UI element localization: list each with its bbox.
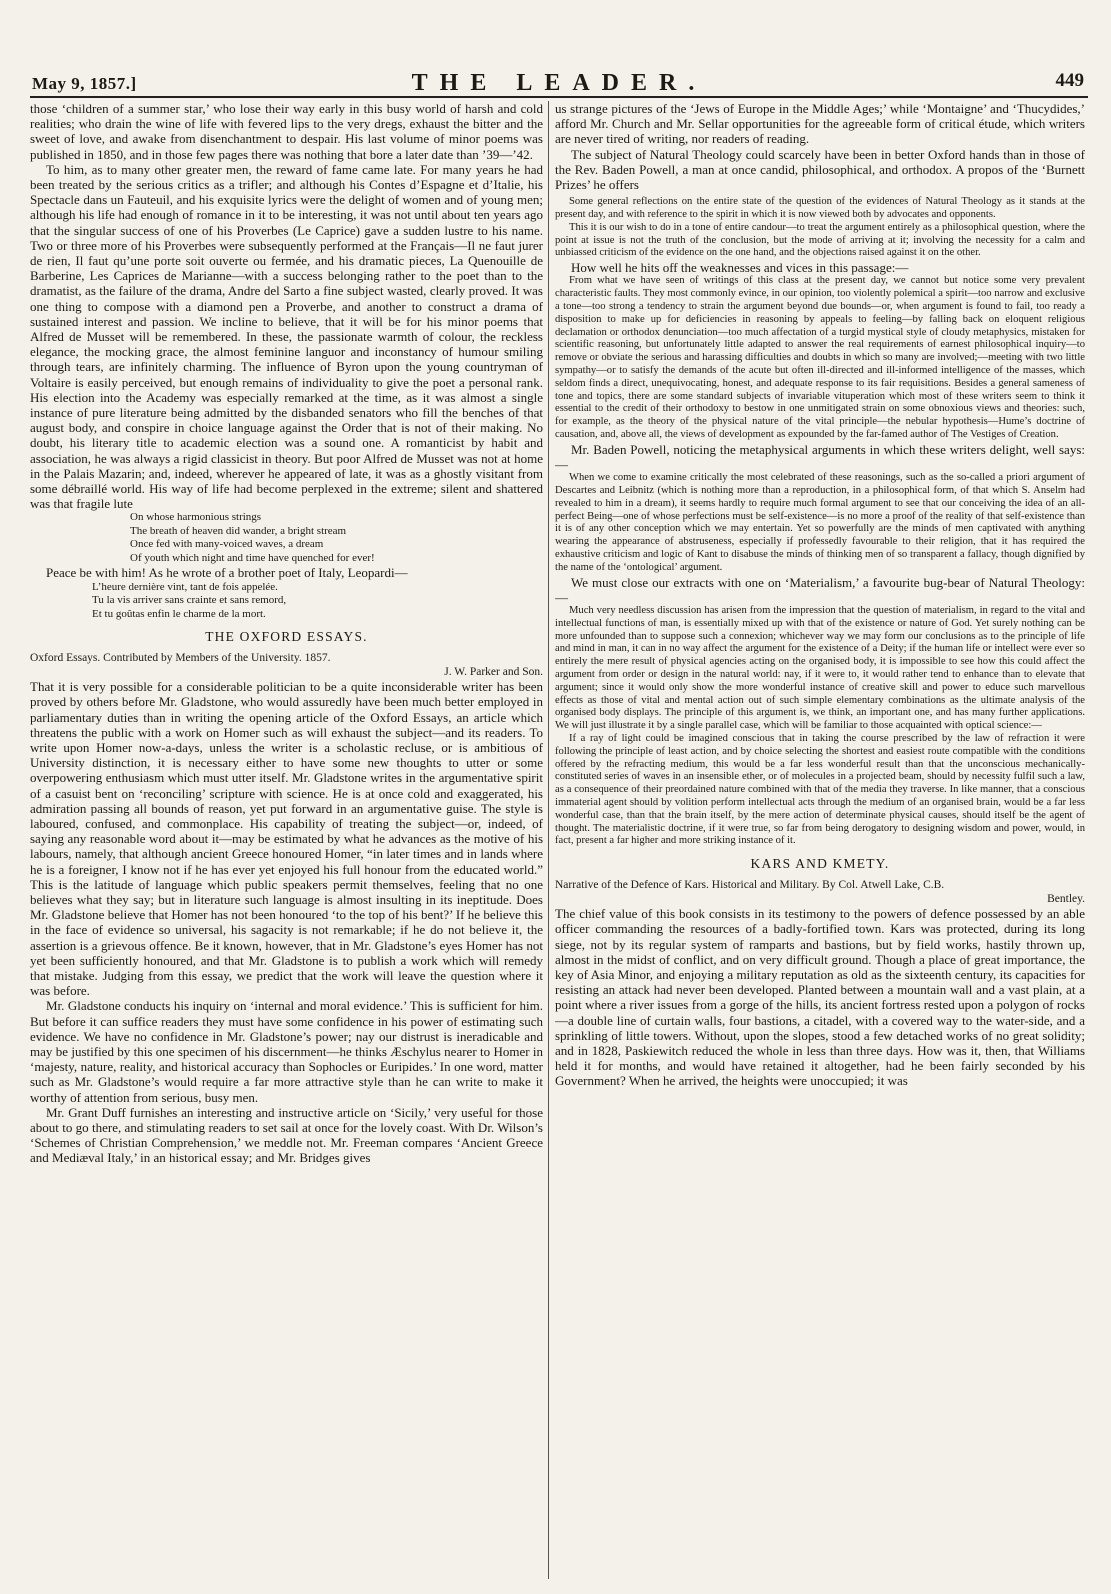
poem-line: L’heure dernière vint, tant de fois appelée.: [92, 580, 278, 593]
oxford-paragraph-5: The subject of Natural Theology could scarcely have been in better Oxford hands than in those of the Rev. Baden Powell, a man at once candid, philosophical, and orthodox. A propos of the ‘Burnett Prizes’ he offers: [555, 146, 1085, 193]
extract: When we come to examine critically the most celebrated of these reasonings, such as the so-called a priori argument of Descartes and Leibnitz (which is nothing more than a reproduction, in a philosophical form, of that which S. Anselm had revealed to him in a dream), it seems hardly to require much formal argument to see that our conceiving the idea of an all-perfect Being—one of whose perfections must be self-existence—is no more a proof of the reality of that self-existence than it is of any other conception which we may entertain. Yet so powerfully are the minds of men captivated with anything wearing the appearance of abstruseness, especially if professedly favourable to their religion, that it has required the exhaustive criticism and logic of Kant to disabuse the minds of thinking men of so transparent a fallacy, though dignified by the name of the ‘ontological’ argument.: [555, 472, 1085, 573]
poem-line: On whose harmonious strings: [130, 511, 262, 524]
kars-heading: KARS AND KMETY.: [750, 856, 890, 872]
page-number: 449: [1055, 70, 1084, 91]
oxford-paragraph-2: Mr. Gladstone conducts his inquiry on ‘internal and moral evidence.’ This is sufficient for him. But before it can suffice readers they must have some confidence in his power of estimating such evidence. We have no confidence in Mr. Gladstone’s power; nay our distrust is ineradicable and may be justified by this one specimen of his discernment—he thinks Æschylus nearer to Homer in ‘majesty, nature, reality, and historical accuracy than Sophocles or Euripides.’ In one word, matter such as Mr. Gladstone’s would require a far more attractive style than he can write to make it worthy of attention from serious, busy men.: [30, 998, 543, 1105]
issue-date: May 9, 1857.]: [32, 74, 137, 93]
shelley-quote: [30, 511, 543, 565]
kars-citation: Narrative of the Defence of Kars. Historical and Military. By Col. Atwell Lake, C.B.: [555, 879, 945, 892]
musset-paragraph-1: those ‘children of a summer star,’ who lose their way early in this busy world of harsh and cold realities; who drain the wine of life with fevered lips to the very dregs, exhaust the bitter and the sweet of love, and awake from disenchantment to despair. His last volume of minor poems was published in 1850, and in those few pages there was nothing that bore a later date than ’39—’42.: [30, 101, 543, 162]
leopardi-quote: [30, 581, 543, 622]
musset-paragraph-2: To him, as to many other greater men, the reward of fame came late. For many years he had been treated by the serious critics as a trifler; and although his Contes d’Espagne et d’Italie, his Spectacle dans un Fauteuil, and his exquisite lyrics were the delight of women and of young men; although his life had enough of romance in it to be interesting, it was not until about ten years ago that the singular success of one of his Proverbes (Le Caprice) gave a sudden lustre to his name. Two or three more of his Proverbes were subsequently performed at the Français—Il ne faut jurer de rien, Il faut qu’une porte soit ouverte ou fermée, and his dramatic pieces, La Quenouille de Barberine, Les Caprices de Marianne—with a success belonging rather to the poet than to the dramatist, as the failure of the drama, Andre del Sarto a fine subject wasted, clearly proved. It was one thing to compose with a diamond pen a Proverbe, and another to construct a drama of sustained interest and passion. We incline to believe, that it will be for his minor poems that Alfred de Musset will be remembered. In these, the passionate warmth of colour, the reckless elegance, the mocking grace, the almost feminine languor and inconstancy of humour smiling through tears, are infinitely charming. The influence of Byron upon the young countryman of Voltaire is easily perceived, but enough remains of individuality to give the poet a personal rank. His election into the Academy was especially remarked at the time, as it was almost a single instance of pure literature being admitted by the disbanded senators who fill the benches of that august body, and conspire in choice language against the Order that is not of their making. No doubt, his literary title to academic election was a sound one. A romanticist by habit and association, he was always a rigid classicist in theory. But poor Alfred de Musset was not at home in the Palais Mazarin; and, indeed, wherever he appeared of late, it was as a ghostly visitant from some débraillé world. His way of life had become perplexed in the extreme; silent and shattered was that fragile lute: [30, 161, 543, 512]
oxford-paragraph-8: We must close our extracts with one on ‘Materialism,’ a favourite bug-bear of Natural Theology:—: [555, 574, 1085, 605]
poem-line: Once fed with many-voiced waves, a dream: [130, 538, 324, 551]
poem-line: Et tu goûtas enfin le charme de la mort.: [92, 607, 266, 620]
oxford-paragraph-6: How well he hits off the weaknesses and vices in this passage:—: [571, 260, 909, 276]
oxford-paragraph-1: That it is very possible for a considerable politician to be a quite inconsiderable writer has been proved by others before Mr. Gladstone, who would assuredly have been much better employed in parliamentary duties than in writing the opening article of the Oxford Essays, an article which threatens the public with a work on Homer such as will exhaust the subject—and its readers. To write upon Homer now-a-days, unless the writer is a scholastic recluse, or is ambitious of University distinction, it is necessary either to have some new thoughts to utter or some overpowering enthusiasm which must utter itself. Mr. Gladstone writes in the argumentative spirit of a casuist bent on ‘reconciling’ scripture with science. He is at once cold and exaggerated, his admiration passing all bounds of reason, yet put forward in an argumentative guise. The style is laboured, confused, and commonplace. His capability of treating the subject—or, indeed, of saying any reasonable word about it—may be estimated by what he advances as the motive of his labours, namely, that although ancient Greece honoured Homer, “in later times and in lands where he is a foreigner, I know not if he has ever yet enjoyed his full honour from the educated world.” This is the latitude of language which public speakers permit themselves, feeling that no one believes what they say; but in literature such language is almost insulting in its ineptitude. Does Mr. Gladstone believe that Homer has not been honoured ‘to the top of his bent?’ If he believe this in the face of evidence so universal, his sagacity is not remarkable; if he do not believe it, the assertion is a grievous offence. Be it known, however, that in Mr. Gladstone’s eyes Homer has not yet been sufficiently honoured, and that Mr. Gladstone is to publish a work which will remedy that mistake. Judging from this essay, we predict that the work will leave the question where it was before.: [30, 679, 543, 999]
poem-line: Tu la vis arriver sans crainte et sans remord,: [92, 594, 287, 607]
poem-line: The breath of heaven did wander, a bright stream: [130, 524, 347, 537]
kars-publisher: Bentley.: [1047, 893, 1085, 906]
extract: Much very needless discussion has arisen from the impression that the question of materialism, in regard to the vital and intellectual functions of man, is essentially mixed up with that of the existence or nature of God. Yet surely nothing can be more unfounded than to suppose such a connexion; whichever way we may form our conclusions as to the principle of life and mind in man, it can in no way affect the argument for the existence of a Deity; if the human life or intellect were ever so entirely the mere result of physical agencies acting on the organised body, it is impossible to see how this could affect the argument from order or design in the natural world: nay, if it were to, it would rather tend to enhance than to elevate that argument; since it would only show the more wonderful instance of creative skill and power to educe such marvellous effects as those of vital and mental action out of such simple elementary combinations as the ultimate analysis of the organised body displays. The principle of this argument is, we think, an important one, and has many further applications. We will just illustrate it by a single parallel case, which will be familiar to those acquainted with optical science:—: [555, 604, 1085, 732]
oxford-paragraph-4: us strange pictures of the ‘Jews of Europe in the Middle Ages;’ while ‘Montaigne’ and ‘Thucydides,’ afford Mr. Church and Mr. Sellar opportunities for the agreeable form of critical étude, which writers are never tired of writing, nor readers of reading.: [555, 101, 1085, 147]
oxford-paragraph-7: Mr. Baden Powell, noticing the metaphysical arguments in which these writers delight, well says:—: [555, 441, 1085, 472]
extract: From what we have seen of writings of this class at the present day, we cannot but notice some very prevalent characteristic faults. They most commonly evince, in our opinion, too violently polemical a spirit—too narrow and exclusive a tone—too strong a tendency to strain the argument beyond due bounds—or, when argument is found to fail, too ready a disposition to make up for deficiencies in reasoning by appeals to feeling—by falling back on eloquent religious declamation or orthodox denunciation—too much affectation of a turgid mystical style of cloudy metaphysics, mistaken for scientific reasoning, but unfortunately little adapted to answer the real requirements of earnest philosophical inquiry—to remove or obviate the serious and harassing difficulties and doubts in which so many are involved;—meeting with two little sympathy—or to satisfy the demands of the acute but often ill-directed and ill-informed intelligence of the masses, which seldom finds a direct, unequivocating, honest, and adequate response to its fair requisitions. Besides a general sameness of tone and topics, there are some standard subjects of invariable vituperation which most of these writers seem to think it essential to the credit of their orthodoxy to bestow in one unmitigated strain on some obnoxious views and theories: such, for example, as the theory of the physical nature of the vital principle—the nebular hypothesis—Hume’s doctrine of causation, and, above all, the views of development as expounded by the far-famed author of The Vestiges of Creation.: [555, 275, 1085, 440]
extract: This it is our wish to do in a tone of entire candour—to treat the argument entirely as a philosophical question, where the point at issue is not the truth of the conclusion, but the mode of arriving at it; involving the necessity for a calm and unbiassed criticism of the evidence on the one hand, and the objections raised against it on the other.: [555, 221, 1085, 259]
kars-paragraph-1: The chief value of this book consists in its testimony to the powers of defence possessed by an able officer commanding the resources of a badly-fortified town. Kars was protected, during its long siege, not by its regular system of ramparts and bastions, but by field works, hastily thrown up, almost in the midst of conflict, and on very difficult ground. Though a place of great importance, the key of Asia Minor, and enjoying a military reputation as old as the sixteenth century, its capacities for resisting an attack had never been developed. Planted between a mountain wall and a vast plain, at a point where a river issues from a gorge of the hills, its ancient fortress rested upon a polygon of rocks—a double line of curtain walls, four bastions, a citadel, with a covered way to the water-side, and a sprinkling of little towers. Without, upon the slopes, stood a few detached works of no great solidity; and in 1828, Paskiewitch reduced the whole in less than three days. How was it, then, that Williams held it for months, and would have retained it altogether, had he been fairly seconded by his Government? When he arrived, the heights were unoccupied; it was: [555, 906, 1085, 1089]
oxford-essays-publisher: J. W. Parker and Son.: [444, 666, 543, 679]
oxford-essays-heading: THE OXFORD ESSAYS.: [205, 629, 368, 645]
left-column: [30, 101, 543, 1579]
oxford-essays-citation: Oxford Essays. Contributed by Members of the University. 1857.: [30, 652, 331, 665]
oxford-paragraph-3: Mr. Grant Duff furnishes an interesting and instructive article on ‘Sicily,’ very useful for those about to go there, and stimulating readers to set sail at once for the lovely coast. With Dr. Wilson’s ‘Schemes of Christian Comprehension,’ we meddle not. Mr. Freeman compares ‘Ancient Greece and Mediæval Italy,’ in an historical essay; and Mr. Bridges gives: [30, 1104, 543, 1166]
column-divider: [548, 101, 549, 1579]
extract: If a ray of light could be imagined conscious that in taking the course prescribed by the law of refraction it were following the principle of least action, and by choice selecting the shortest and easiest route compatible with the conditions offered by the refracting medium, this would be a far less wonderful result than that the unconscious mechanically-constituted series of waves in an insensible ether, or of molecules in a projected beam, should by necessity fulfil such a law, as a consequence of their preordained nature combined with that of the media they traverse. In like manner, that a conscious immaterial agent should by volition perform intellectual acts through the medium of an organised brain, would be a far less wonderful case, than that the brain itself, by the mere action of determinate physical causes, should itself be the agent of thought. The materialistic doctrine, if it were true, so far from being derogatory to designing wisdom and power, would, in fact, present a far higher and more striking instance of it.: [555, 732, 1085, 847]
extract: Some general reflections on the entire state of the question of the evidences of Natural Theology as it stands at the present day, and with reference to the spirit in which it is now viewed both by advocates and opponents.: [555, 196, 1085, 221]
musset-paragraph-3: Peace be with him! As he wrote of a brother poet of Italy, Leopardi—: [46, 565, 408, 581]
right-column: [555, 101, 1085, 1579]
masthead-rule: [30, 96, 1088, 98]
poem-line: Of youth which night and time have quenched for ever!: [130, 551, 375, 564]
newspaper-title: THE LEADER.: [411, 70, 707, 96]
